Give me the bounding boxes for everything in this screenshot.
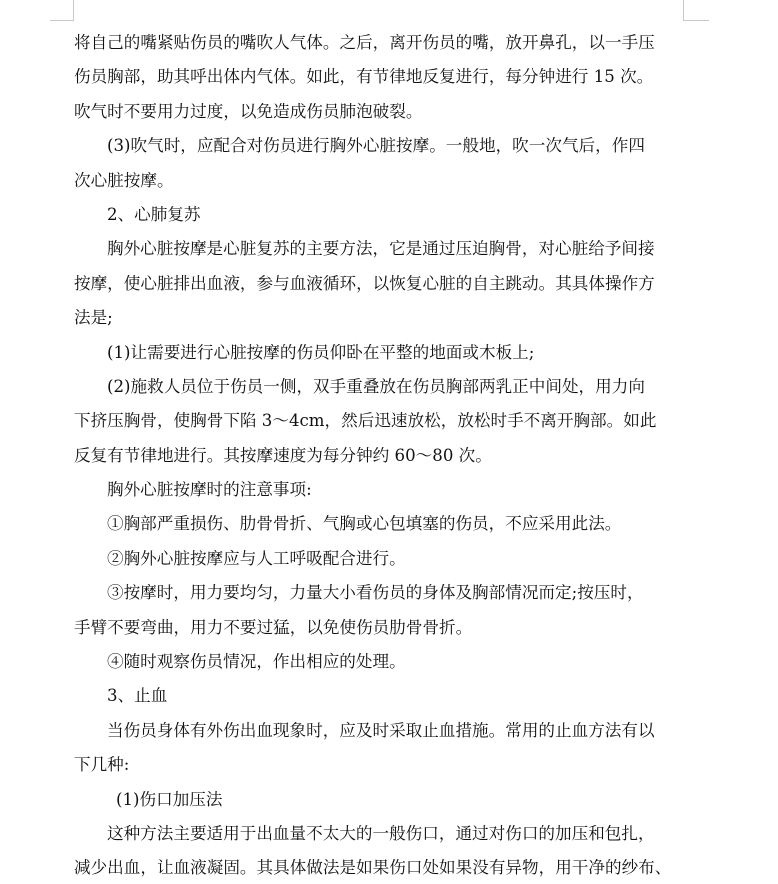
text-line: 胸外心脏按摩时的注意事项: — [107, 480, 312, 500]
text-line: 按摩，使心脏排出血液，参与血液循环，以恢复心脏的自主跳动。其具体操作方 — [74, 273, 655, 293]
text-line: 反复有节律地进行。其按摩速度为每分钟约 60～80 次。 — [74, 445, 492, 465]
subsection-heading: (1)伤口加压法 — [116, 789, 223, 809]
text-line: 当伤员身体有外伤出血现象时，应及时采取止血措施。常用的止血方法有以 — [107, 720, 655, 740]
text-line: 下挤压胸骨，使胸骨下陷 3～4cm，然后迅速放松，放松时手不离开胸部。如此 — [74, 411, 657, 431]
text-line: ④随时观察伤员情况，作出相应的处理。 — [107, 652, 406, 672]
section-heading: 2、心肺复苏 — [107, 204, 201, 224]
text-line: ②胸外心脏按摩应与人工呼吸配合进行。 — [107, 548, 406, 568]
text-line: (1)让需要进行心脏按摩的伤员仰卧在平整的地面或木板上; — [107, 342, 535, 362]
text-line: 胸外心脏按摩是心脏复苏的主要方法，它是通过压迫胸骨，对心脏给予间接 — [107, 239, 655, 259]
crop-mark-top-left-horizontal — [50, 20, 74, 21]
text-line: 次心脏按摩。 — [74, 170, 174, 190]
text-line: 伤员胸部，助其呼出体内气体。如此，有节律地反复进行，每分钟进行 15 次。 — [74, 67, 654, 87]
text-line: 手臂不要弯曲，用力不要过猛，以免使伤员肋骨骨折。 — [74, 617, 473, 637]
document-body[interactable] — [74, 26, 686, 884]
crop-mark-top-right-horizontal — [683, 20, 709, 21]
text-line: 法是; — [74, 308, 113, 328]
section-heading: 3、止血 — [107, 686, 168, 706]
text-line: ①胸部严重损伤、肋骨骨折、气胸或心包填塞的伤员，不应采用此法。 — [107, 514, 622, 534]
text-line: (3)吹气时，应配合对伤员进行胸外心脏按摩。一般地，吹一次气后，作四 — [107, 136, 645, 156]
text-line: (2)施救人员位于伤员一侧，双手重叠放在伤员胸部两乳正中间处，用力向 — [107, 376, 645, 396]
text-line: 这种方法主要适用于出血量不太大的一般伤口，通过对伤口的加压和包扎， — [107, 823, 655, 843]
text-line: 吹气时不要用力过度，以免造成伤员肺泡破裂。 — [74, 101, 423, 121]
crop-mark-top-right-vertical — [683, 0, 684, 20]
text-line: 将自己的嘴紧贴伤员的嘴吹人气体。之后，离开伤员的嘴，放开鼻孔，以一手压 — [74, 33, 655, 52]
text-line: ③按摩时，用力要均匀，力量大小看伤员的身体及胸部情况而定;按压时， — [107, 583, 644, 603]
crop-mark-top-left-vertical — [73, 0, 74, 20]
text-line: 下几种: — [74, 755, 130, 775]
text-line: 减少出血，让血液凝固。其具体做法是如果伤口处如果没有异物，用干净的纱布、 — [74, 858, 672, 878]
